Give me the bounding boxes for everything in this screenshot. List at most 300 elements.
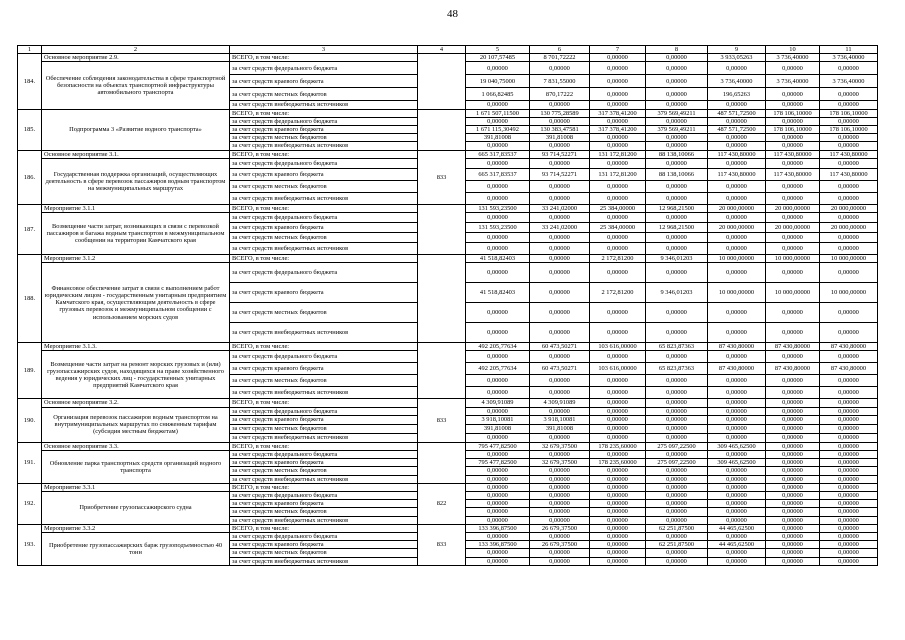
amount-cell: 3 736,40000 xyxy=(766,54,820,62)
amount-cell: 0,00000 xyxy=(708,263,766,283)
amount-cell: 0,00000 xyxy=(466,387,530,399)
amount-cell: 10 000,00000 xyxy=(820,283,878,303)
amount-cell: 0,00000 xyxy=(708,483,766,491)
amount-cell: 391,81008 xyxy=(530,134,590,142)
amount-cell: 0,00000 xyxy=(646,101,708,109)
funding-source: ВСЕГО, в том числе: xyxy=(230,399,418,407)
amount-cell: 0,00000 xyxy=(766,88,820,101)
amount-cell: 0,00000 xyxy=(590,180,646,192)
funding-source: за счет средств внебюджетных источников xyxy=(230,323,418,343)
amount-cell: 795 477,82500 xyxy=(466,442,530,450)
amount-cell: 0,00000 xyxy=(646,483,708,491)
amount-cell: 0,00000 xyxy=(646,387,708,399)
amount-cell: 10 000,00000 xyxy=(766,255,820,263)
funding-source: за счет средств краевого бюджета xyxy=(230,126,418,134)
amount-cell: 0,00000 xyxy=(590,387,646,399)
amount-cell: 65 823,87363 xyxy=(646,343,708,351)
amount-cell: 0,00000 xyxy=(466,516,530,524)
funding-source: ВСЕГО, в том числе: xyxy=(230,442,418,450)
budget-code xyxy=(418,204,466,254)
measure-description: Обновление парка транспортных средств организаций водного транспорта xyxy=(42,451,230,484)
amount-cell: 309 465,62500 xyxy=(708,442,766,450)
amount-cell: 87 430,80000 xyxy=(766,343,820,351)
amount-cell: 0,00000 xyxy=(590,213,646,223)
funding-source: за счет средств местных бюджетов xyxy=(230,134,418,142)
amount-cell: 0,00000 xyxy=(466,117,530,125)
amount-cell: 117 430,80000 xyxy=(766,168,820,180)
amount-cell: 0,00000 xyxy=(466,557,530,565)
amount-cell: 275 097,22500 xyxy=(646,442,708,450)
col-num: 11 xyxy=(820,46,878,54)
amount-cell: 0,00000 xyxy=(708,213,766,223)
amount-cell: 0,00000 xyxy=(820,516,878,524)
table-row xyxy=(18,255,878,263)
amount-cell: 487 571,72500 xyxy=(708,126,766,134)
amount-cell: 0,00000 xyxy=(530,62,590,75)
amount-cell: 0,00000 xyxy=(590,549,646,557)
amount-cell: 88 138,10066 xyxy=(646,168,708,180)
col-num: 2 xyxy=(42,46,230,54)
measure-description: Обеспечение соблюдения законодательства в сфере транспортной безопасности на объектах транспортной инфраструктуры автомобильного транспорта xyxy=(42,62,230,109)
funding-source: за счет средств местных бюджетов xyxy=(230,549,418,557)
col-num: 5 xyxy=(466,46,530,54)
funding-source: за счет средств местных бюджетов xyxy=(230,180,418,192)
amount-cell: 0,00000 xyxy=(590,524,646,532)
amount-cell: 0,00000 xyxy=(466,303,530,323)
amount-cell: 0,00000 xyxy=(708,407,766,415)
amount-cell: 0,00000 xyxy=(766,387,820,399)
amount-cell: 0,00000 xyxy=(530,508,590,516)
amount-cell: 131 593,23500 xyxy=(466,204,530,212)
amount-cell: 0,00000 xyxy=(530,387,590,399)
funding-source: за счет средств местных бюджетов xyxy=(230,88,418,101)
amount-cell: 93 714,52271 xyxy=(530,150,590,158)
row-number: 185. xyxy=(18,109,42,150)
amount-cell: 26 679,37500 xyxy=(530,541,590,549)
amount-cell: 130 383,47581 xyxy=(530,126,590,134)
amount-cell: 0,00000 xyxy=(590,500,646,508)
funding-source: за счет средств местных бюджетов xyxy=(230,508,418,516)
amount-cell: 0,00000 xyxy=(590,415,646,424)
amount-cell: 87 430,80000 xyxy=(820,343,878,351)
amount-cell: 0,00000 xyxy=(766,533,820,541)
amount-cell: 0,00000 xyxy=(708,415,766,424)
amount-cell: 0,00000 xyxy=(646,192,708,204)
measure-description: Приобретение грузопассажирских барж грузоподъемностью 40 тонн xyxy=(42,533,230,566)
amount-cell: 0,00000 xyxy=(466,142,530,150)
amount-cell: 41 518,82403 xyxy=(466,255,530,263)
funding-source: за счет средств внебюджетных источников xyxy=(230,433,418,442)
measure-title: Основное мероприятие 3.3. xyxy=(42,442,230,450)
amount-cell: 0,00000 xyxy=(820,407,878,415)
amount-cell: 0,00000 xyxy=(466,323,530,343)
amount-cell: 3 933,05263 xyxy=(708,54,766,62)
amount-cell: 0,00000 xyxy=(590,508,646,516)
amount-cell: 0,00000 xyxy=(766,524,820,532)
amount-cell: 178 235,60000 xyxy=(590,442,646,450)
amount-cell: 19 040,75000 xyxy=(466,75,530,88)
table-row xyxy=(18,524,878,532)
row-number: 193. xyxy=(18,524,42,565)
measure-title: Мероприятие 3.1.1 xyxy=(42,204,230,212)
amount-cell: 0,00000 xyxy=(530,303,590,323)
amount-cell: 0,00000 xyxy=(820,424,878,433)
amount-cell: 0,00000 xyxy=(708,243,766,255)
measure-title: Мероприятие 3.1.3. xyxy=(42,343,230,351)
amount-cell: 0,00000 xyxy=(466,213,530,223)
amount-cell: 0,00000 xyxy=(646,158,708,168)
amount-cell: 0,00000 xyxy=(530,158,590,168)
budget-table xyxy=(17,45,878,566)
measure-description: Приобретение грузопассажирского судна xyxy=(42,492,230,525)
page-number: 48 xyxy=(447,8,458,20)
amount-cell: 87 430,80000 xyxy=(708,363,766,375)
amount-cell: 795 477,82500 xyxy=(466,459,530,467)
amount-cell: 0,00000 xyxy=(466,549,530,557)
amount-cell: 117 430,80000 xyxy=(820,168,878,180)
funding-source: за счет средств краевого бюджета xyxy=(230,168,418,180)
amount-cell: 0,00000 xyxy=(708,134,766,142)
amount-cell: 0,00000 xyxy=(766,467,820,475)
amount-cell: 0,00000 xyxy=(530,433,590,442)
amount-cell: 20 000,00000 xyxy=(708,223,766,233)
amount-cell: 133 396,87500 xyxy=(466,524,530,532)
amount-cell: 62 251,87500 xyxy=(646,524,708,532)
amount-cell: 0,00000 xyxy=(820,375,878,387)
amount-cell: 0,00000 xyxy=(820,387,878,399)
amount-cell: 317 378,41200 xyxy=(590,126,646,134)
amount-cell: 0,00000 xyxy=(820,483,878,491)
amount-cell: 0,00000 xyxy=(646,549,708,557)
amount-cell: 0,00000 xyxy=(590,303,646,323)
amount-cell: 3 736,40000 xyxy=(820,75,878,88)
amount-cell: 0,00000 xyxy=(766,142,820,150)
budget-code xyxy=(418,343,466,399)
amount-cell: 0,00000 xyxy=(766,549,820,557)
funding-source: за счет средств краевого бюджета xyxy=(230,283,418,303)
amount-cell: 0,00000 xyxy=(530,263,590,283)
amount-cell: 0,00000 xyxy=(766,492,820,500)
funding-source: за счет средств федерального бюджета xyxy=(230,533,418,541)
amount-cell: 0,00000 xyxy=(530,255,590,263)
amount-cell: 0,00000 xyxy=(646,375,708,387)
amount-cell: 117 430,80000 xyxy=(708,168,766,180)
amount-cell: 20 000,00000 xyxy=(708,204,766,212)
amount-cell: 25 384,00000 xyxy=(590,223,646,233)
amount-cell: 0,00000 xyxy=(590,533,646,541)
measure-description: Государственная поддержка организаций, осуществляющих деятельность в сфере перевозок пассажиров водным транспортом на межмуниципальных маршрутах xyxy=(42,158,230,204)
funding-source: за счет средств федерального бюджета xyxy=(230,62,418,75)
amount-cell: 0,00000 xyxy=(590,516,646,524)
amount-cell: 0,00000 xyxy=(766,516,820,524)
funding-source: за счет средств федерального бюджета xyxy=(230,213,418,223)
row-number: 190. xyxy=(18,399,42,442)
measure-title: Мероприятие 3.3.2 xyxy=(42,524,230,532)
row-number: 184. xyxy=(18,54,42,109)
amount-cell: 44 465,62500 xyxy=(708,524,766,532)
amount-cell: 309 465,62500 xyxy=(708,459,766,467)
amount-cell: 0,00000 xyxy=(646,88,708,101)
amount-cell: 0,00000 xyxy=(530,117,590,125)
amount-cell: 0,00000 xyxy=(708,492,766,500)
amount-cell: 0,00000 xyxy=(646,323,708,343)
amount-cell: 0,00000 xyxy=(708,375,766,387)
budget-code: 833 xyxy=(418,150,466,204)
amount-cell: 10 000,00000 xyxy=(820,255,878,263)
funding-source: за счет средств краевого бюджета xyxy=(230,75,418,88)
amount-cell: 12 968,21500 xyxy=(646,204,708,212)
amount-cell: 0,00000 xyxy=(530,467,590,475)
amount-cell: 0,00000 xyxy=(646,533,708,541)
funding-source: за счет средств федерального бюджета xyxy=(230,263,418,283)
funding-source: за счет средств внебюджетных источников xyxy=(230,142,418,150)
amount-cell: 0,00000 xyxy=(820,213,878,223)
amount-cell: 0,00000 xyxy=(646,424,708,433)
funding-source: за счет средств местных бюджетов xyxy=(230,233,418,243)
amount-cell: 0,00000 xyxy=(646,467,708,475)
amount-cell: 0,00000 xyxy=(646,263,708,283)
amount-cell: 0,00000 xyxy=(590,101,646,109)
amount-cell: 65 823,87363 xyxy=(646,363,708,375)
amount-cell: 0,00000 xyxy=(646,75,708,88)
amount-cell: 0,00000 xyxy=(708,101,766,109)
amount-cell: 88 138,10066 xyxy=(646,150,708,158)
amount-cell: 0,00000 xyxy=(646,213,708,223)
amount-cell: 41 518,82403 xyxy=(466,283,530,303)
amount-cell: 0,00000 xyxy=(466,180,530,192)
amount-cell: 0,00000 xyxy=(820,192,878,204)
amount-cell: 4 309,91089 xyxy=(466,399,530,407)
amount-cell: 0,00000 xyxy=(820,101,878,109)
amount-cell: 0,00000 xyxy=(708,303,766,323)
amount-cell: 0,00000 xyxy=(530,375,590,387)
table-row xyxy=(18,150,878,158)
amount-cell: 0,00000 xyxy=(530,451,590,459)
amount-cell: 0,00000 xyxy=(646,54,708,62)
amount-cell: 0,00000 xyxy=(530,192,590,204)
amount-cell: 196,65263 xyxy=(708,88,766,101)
amount-cell: 62 251,87500 xyxy=(646,541,708,549)
funding-source: за счет средств краевого бюджета xyxy=(230,223,418,233)
amount-cell: 0,00000 xyxy=(708,549,766,557)
amount-cell: 0,00000 xyxy=(766,475,820,483)
amount-cell: 275 097,22500 xyxy=(646,459,708,467)
amount-cell: 0,00000 xyxy=(590,399,646,407)
amount-cell: 60 473,50271 xyxy=(530,363,590,375)
amount-cell: 0,00000 xyxy=(530,142,590,150)
amount-cell: 0,00000 xyxy=(530,492,590,500)
funding-source: ВСЕГО, в том числе: xyxy=(230,255,418,263)
amount-cell: 0,00000 xyxy=(708,467,766,475)
amount-cell: 7 831,55000 xyxy=(530,75,590,88)
amount-cell: 0,00000 xyxy=(708,433,766,442)
budget-code: 833 xyxy=(418,399,466,442)
funding-source: за счет средств местных бюджетов xyxy=(230,303,418,323)
amount-cell: 0,00000 xyxy=(466,483,530,491)
amount-cell: 0,00000 xyxy=(708,557,766,565)
amount-cell: 0,00000 xyxy=(708,117,766,125)
amount-cell: 492 205,77634 xyxy=(466,343,530,351)
col-num: 10 xyxy=(766,46,820,54)
measure-title: Основное мероприятие 2.9. xyxy=(42,54,230,62)
amount-cell: 0,00000 xyxy=(530,557,590,565)
budget-code xyxy=(418,255,466,343)
amount-cell: 0,00000 xyxy=(820,459,878,467)
amount-cell: 0,00000 xyxy=(820,541,878,549)
funding-source: за счет средств внебюджетных источников xyxy=(230,101,418,109)
amount-cell: 0,00000 xyxy=(590,351,646,363)
amount-cell: 103 616,00000 xyxy=(590,343,646,351)
amount-cell: 32 679,37500 xyxy=(530,442,590,450)
amount-cell: 0,00000 xyxy=(466,492,530,500)
amount-cell: 0,00000 xyxy=(646,516,708,524)
amount-cell: 0,00000 xyxy=(646,233,708,243)
amount-cell: 178 235,60000 xyxy=(590,459,646,467)
amount-cell: 0,00000 xyxy=(820,557,878,565)
amount-cell: 0,00000 xyxy=(466,158,530,168)
amount-cell: 0,00000 xyxy=(766,451,820,459)
amount-cell: 0,00000 xyxy=(820,508,878,516)
amount-cell: 0,00000 xyxy=(590,134,646,142)
amount-cell: 44 465,62500 xyxy=(708,541,766,549)
amount-cell: 0,00000 xyxy=(590,158,646,168)
col-num: 9 xyxy=(708,46,766,54)
amount-cell: 117 430,80000 xyxy=(820,150,878,158)
amount-cell: 0,00000 xyxy=(820,233,878,243)
amount-cell: 0,00000 xyxy=(820,62,878,75)
funding-source: за счет средств внебюджетных источников xyxy=(230,243,418,255)
amount-cell: 0,00000 xyxy=(466,351,530,363)
amount-cell: 0,00000 xyxy=(766,508,820,516)
amount-cell: 0,00000 xyxy=(646,180,708,192)
amount-cell: 0,00000 xyxy=(766,101,820,109)
amount-cell: 0,00000 xyxy=(530,549,590,557)
amount-cell: 0,00000 xyxy=(530,475,590,483)
amount-cell: 0,00000 xyxy=(820,263,878,283)
measure-description: Финансовое обеспечение затрат в связи с выполнением работ юридическим лицом - государственным унитарным предприятием Камчатского края, осуществляющим деятельность в сфере грузовых перевозок и межмуниципальном сообщении с использованием морских судов xyxy=(42,263,230,343)
amount-cell: 0,00000 xyxy=(590,243,646,255)
amount-cell: 0,00000 xyxy=(530,283,590,303)
amount-cell: 0,00000 xyxy=(708,192,766,204)
row-number: 186. xyxy=(18,150,42,204)
amount-cell: 0,00000 xyxy=(590,88,646,101)
amount-cell: 0,00000 xyxy=(590,483,646,491)
funding-source: ВСЕГО, в том числе: xyxy=(230,524,418,532)
measure-description: Организация перевозок пассажиров водным транспортом на внутримуниципальных маршрутах по сниженным тарифам (субсидия местным бюджетам) xyxy=(42,407,230,442)
amount-cell: 0,00000 xyxy=(646,407,708,415)
amount-cell: 0,00000 xyxy=(646,415,708,424)
amount-cell: 178 106,10000 xyxy=(766,126,820,134)
amount-cell: 3 736,40000 xyxy=(708,75,766,88)
amount-cell: 0,00000 xyxy=(646,492,708,500)
funding-source: за счет средств федерального бюджета xyxy=(230,351,418,363)
amount-cell: 131 593,23500 xyxy=(466,223,530,233)
amount-cell: 0,00000 xyxy=(766,303,820,323)
funding-source: за счет средств краевого бюджета xyxy=(230,541,418,549)
amount-cell: 1 671 115,30492 xyxy=(466,126,530,134)
amount-cell: 178 106,10000 xyxy=(820,109,878,117)
amount-cell: 0,00000 xyxy=(530,483,590,491)
funding-source: за счет средств федерального бюджета xyxy=(230,407,418,415)
amount-cell: 2 172,81200 xyxy=(590,255,646,263)
measure-description: Возмещение части затрат, возникающих в связи с перевозкой пассажиров и багажа водным транспортом в межмуниципальном сообщении на территории Камчатского края xyxy=(42,213,230,255)
amount-cell: 3 736,40000 xyxy=(820,54,878,62)
funding-source: за счет средств местных бюджетов xyxy=(230,375,418,387)
amount-cell: 0,00000 xyxy=(708,233,766,243)
amount-cell: 130 775,28589 xyxy=(530,109,590,117)
amount-cell: 0,00000 xyxy=(820,158,878,168)
amount-cell: 0,00000 xyxy=(708,62,766,75)
amount-cell: 0,00000 xyxy=(708,323,766,343)
amount-cell: 33 241,02000 xyxy=(530,223,590,233)
amount-cell: 0,00000 xyxy=(766,180,820,192)
col-num: 6 xyxy=(530,46,590,54)
amount-cell: 870,17222 xyxy=(530,88,590,101)
amount-cell: 0,00000 xyxy=(766,213,820,223)
amount-cell: 0,00000 xyxy=(646,243,708,255)
amount-cell: 0,00000 xyxy=(708,399,766,407)
amount-cell: 0,00000 xyxy=(530,213,590,223)
funding-source: за счет средств краевого бюджета xyxy=(230,363,418,375)
amount-cell: 0,00000 xyxy=(820,303,878,323)
amount-cell: 0,00000 xyxy=(646,451,708,459)
amount-cell: 10 000,00000 xyxy=(766,283,820,303)
amount-cell: 0,00000 xyxy=(590,407,646,415)
budget-code xyxy=(418,54,466,109)
amount-cell: 0,00000 xyxy=(530,351,590,363)
amount-cell: 0,00000 xyxy=(766,415,820,424)
amount-cell: 0,00000 xyxy=(820,549,878,557)
funding-source: за счет средств краевого бюджета xyxy=(230,459,418,467)
amount-cell: 0,00000 xyxy=(590,451,646,459)
amount-cell: 1 066,82485 xyxy=(466,88,530,101)
amount-cell: 33 241,02000 xyxy=(530,204,590,212)
amount-cell: 131 172,81200 xyxy=(590,150,646,158)
amount-cell: 0,00000 xyxy=(466,467,530,475)
amount-cell: 0,00000 xyxy=(530,323,590,343)
amount-cell: 0,00000 xyxy=(766,351,820,363)
amount-cell: 0,00000 xyxy=(820,399,878,407)
amount-cell: 0,00000 xyxy=(466,192,530,204)
amount-cell: 0,00000 xyxy=(820,415,878,424)
amount-cell: 0,00000 xyxy=(820,524,878,532)
amount-cell: 133 396,87500 xyxy=(466,541,530,549)
funding-source: за счет средств местных бюджетов xyxy=(230,424,418,433)
amount-cell: 0,00000 xyxy=(530,407,590,415)
funding-source: за счет средств местных бюджетов xyxy=(230,467,418,475)
table-row xyxy=(18,109,878,117)
amount-cell: 0,00000 xyxy=(590,467,646,475)
amount-cell: 0,00000 xyxy=(820,142,878,150)
amount-cell: 0,00000 xyxy=(646,508,708,516)
amount-cell: 0,00000 xyxy=(820,134,878,142)
amount-cell: 391,81008 xyxy=(466,424,530,433)
table-row xyxy=(18,483,878,491)
funding-source: за счет средств внебюджетных источников xyxy=(230,475,418,483)
amount-cell: 32 679,37500 xyxy=(530,459,590,467)
funding-source: за счет средств краевого бюджета xyxy=(230,500,418,508)
amount-cell: 0,00000 xyxy=(820,442,878,450)
amount-cell: 0,00000 xyxy=(590,233,646,243)
amount-cell: 0,00000 xyxy=(820,533,878,541)
amount-cell: 0,00000 xyxy=(646,500,708,508)
amount-cell: 0,00000 xyxy=(590,375,646,387)
amount-cell: 0,00000 xyxy=(590,475,646,483)
funding-source: за счет средств федерального бюджета xyxy=(230,451,418,459)
amount-cell: 0,00000 xyxy=(766,459,820,467)
amount-cell: 492 205,77634 xyxy=(466,363,530,375)
row-number: 189. xyxy=(18,343,42,399)
